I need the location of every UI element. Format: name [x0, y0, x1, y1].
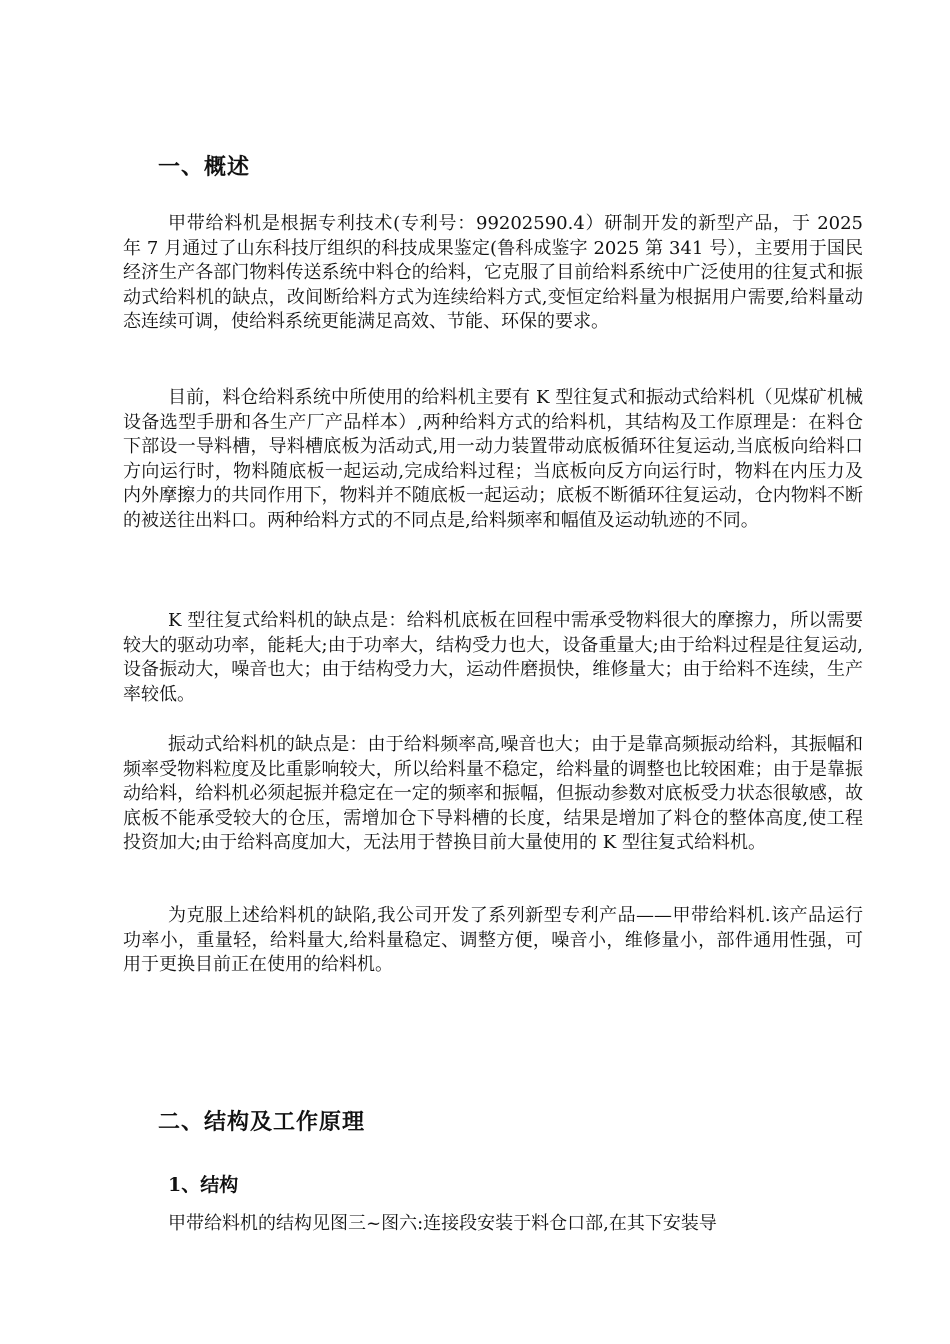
paragraph-new-product: 为克服上述给料机的缺陷,我公司开发了系列新型专利产品——甲带给料机.该产品运行功率小，重量轻，给料量大,给料量稳定、调整方便，噪音小，维修量小，部件通用性强，可用于更换目前正在使用的给料机。 [123, 905, 863, 976]
paragraph-structure: 甲带给料机的结构见图三~图六:连接段安装于料仓口部,在其下安装导 [168, 1213, 717, 1234]
subsection-heading-structure: 1、结构 [168, 1174, 239, 1196]
section-heading-structure: 二、结构及工作原理 [158, 1110, 366, 1135]
paragraph-vibrating-drawbacks: 振动式给料机的缺点是：由于给料频率高,噪音也大；由于是靠高频振动给料，其振幅和频率受物料粒度及比重影响较大，所以给料量不稳定，给料量的调整也比较困难；由于是靠振动给料，给料机必须起振并稳定在一定的频率和振幅，但振动参数对底板受力状态很敏感，故底板不能承受较大的仓压，需增加仓下导料槽的长度，结果是增加了料仓的整体高度,使工程投资加大;由于给料高度加大，无法用于替换目前大量使用的 K 型往复式给料机。 [123, 734, 863, 854]
paragraph-intro: 甲带给料机是根据专利技术(专利号：99202590.4）研制开发的新型产品，于 2025 年 7 月通过了山东科技厅组织的科技成果鉴定(鲁科成鉴字 2025 第 341 号），主要用于国民经济生产各部门物料传送系统中料仓的给料，它克服了目前给料系统中广泛使用的往复式和振动式给料机的缺点，改间断给料方式为连续给料方式,变恒定给料量为根据用户需要,给料量动态连续可调，使给料系统更能满足高效、节能、环保的要求。 [123, 213, 863, 333]
paragraph-current-feeders: 目前，料仓给料系统中所使用的给料机主要有 K 型往复式和振动式给料机（见煤矿机械设备选型手册和各生产厂产品样本）,两种给料方式的给料机，其结构及工作原理是：在料仓下部设一导料槽，导料槽底板为活动式,用一动力装置带动底板循环往复运动,当底板向给料口方向运行时，物料随底板一起运动,完成给料过程；当底板向反方向运行时，物料在内压力及内外摩擦力的共同作用下，物料并不随底板一起运动；底板不断循环往复运动，仓内物料不断的被送往出料口。两种给料方式的不同点是,给料频率和幅值及运动轨迹的不同。 [123, 387, 863, 531]
section-heading-overview: 一、概述 [158, 155, 251, 180]
paragraph-k-type-drawbacks: K 型往复式给料机的缺点是：给料机底板在回程中需承受物料很大的摩擦力，所以需要较大的驱动功率，能耗大;由于功率大，结构受力也大，设备重量大;由于给料过程是往复运动,设备振动大，噪音也大；由于结构受力大，运动件磨损快，维修量大；由于给料不连续，生产率较低。 [123, 610, 863, 705]
